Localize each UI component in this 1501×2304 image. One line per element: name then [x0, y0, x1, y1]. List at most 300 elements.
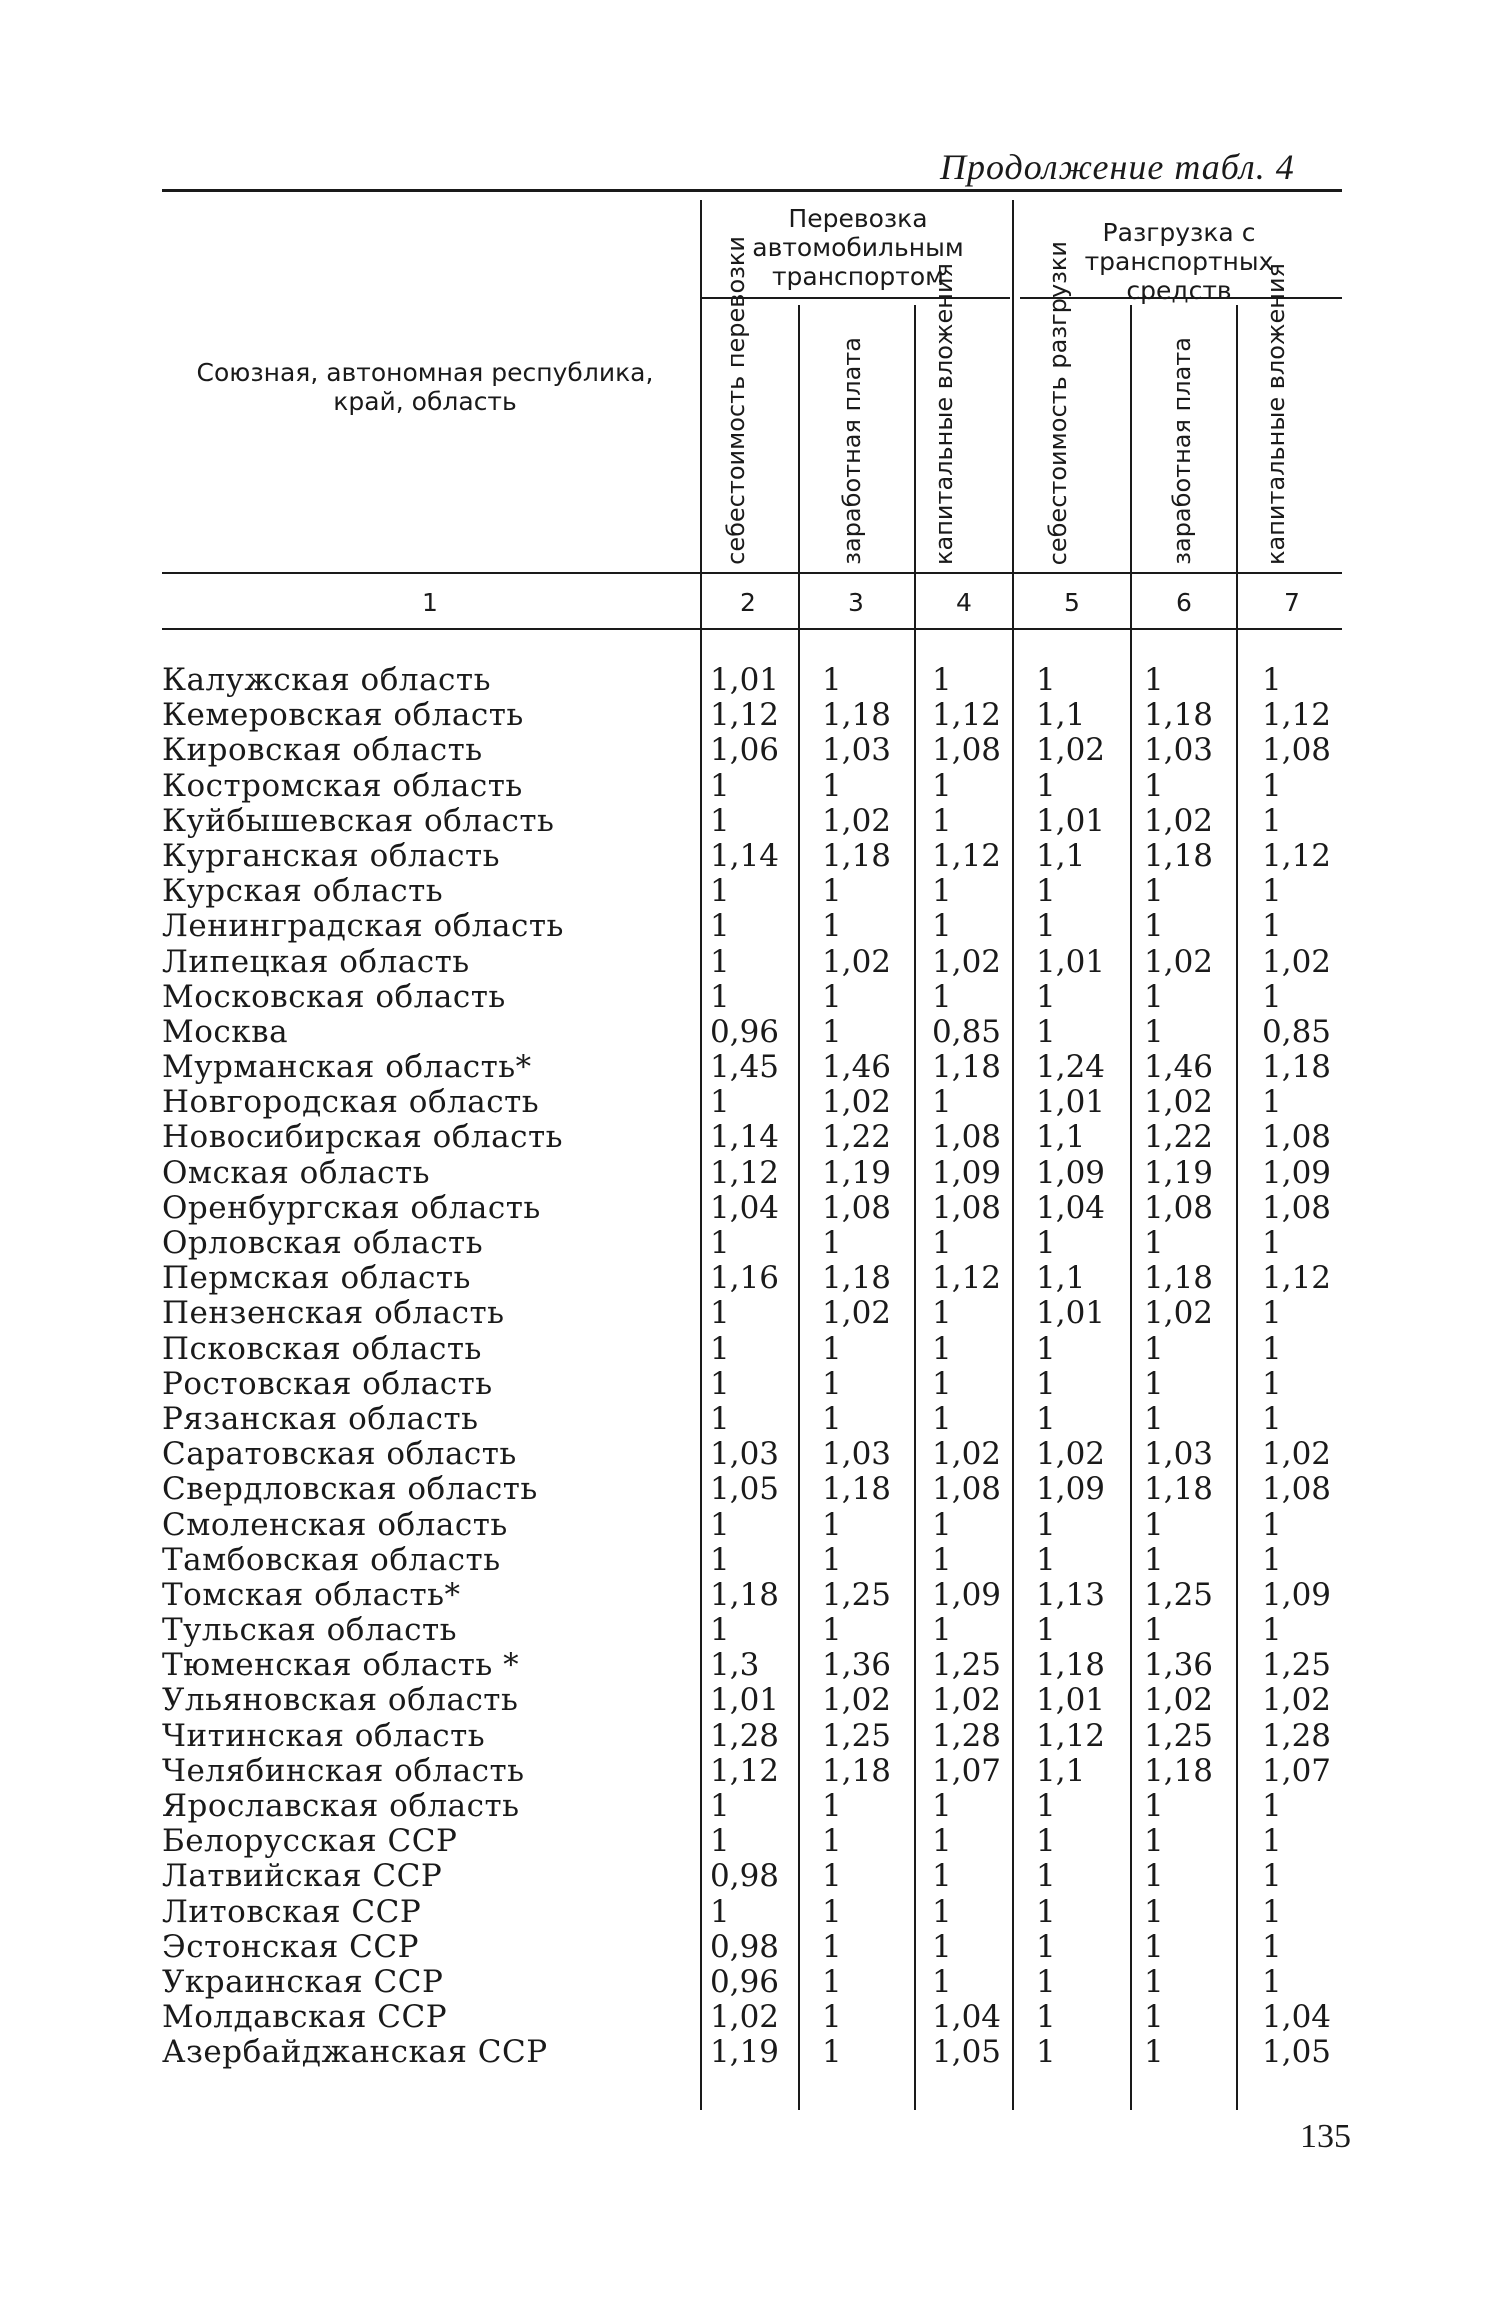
- capital-transport-cell: 1: [932, 1788, 952, 1824]
- region-name: Омская область: [162, 1154, 431, 1191]
- cost-transport-cell: 1: [710, 1225, 730, 1261]
- wages-unloading-cell: 1: [1144, 908, 1164, 945]
- capital-unloading-cell: 1: [1262, 1225, 1282, 1261]
- wages-unloading-cell: 1: [1144, 1963, 1164, 2000]
- table-row: [0, 909, 1501, 944]
- region-name: Молдавская ССР: [162, 1999, 448, 2036]
- wages-unloading-cell: 1,03: [1144, 732, 1214, 769]
- table-row: [0, 874, 1501, 909]
- capital-transport-cell: 1: [932, 1225, 952, 1261]
- cost-transport-cell: 0,98: [710, 1858, 780, 1895]
- wages-unloading-cell: 1,18: [1144, 1260, 1214, 1297]
- region-name: Орловская область: [162, 1225, 484, 1261]
- cost-transport-cell: 1,02: [710, 1999, 780, 2036]
- capital-transport-cell: 1,12: [932, 697, 1002, 734]
- cost-unloading-cell: 1: [1036, 1013, 1056, 1050]
- cost-transport-cell: 1: [710, 1365, 730, 1402]
- capital-transport-cell: 1,12: [932, 1260, 1002, 1297]
- wages-transport-cell: 1,02: [822, 943, 892, 980]
- wages-unloading-cell: 1: [1144, 1365, 1164, 1402]
- column-header-cost-unloading: себестоимость разгрузки: [1044, 240, 1072, 565]
- wages-unloading-cell: 1: [1144, 1541, 1164, 1578]
- cost-unloading-cell: 1,09: [1036, 1154, 1106, 1191]
- region-name: Челябинская область: [162, 1752, 525, 1789]
- cost-transport-cell: 0,98: [710, 1928, 780, 1965]
- wages-unloading-cell: 1,36: [1144, 1647, 1214, 1684]
- capital-transport-cell: 1: [932, 1541, 952, 1578]
- table-row: [0, 1719, 1501, 1754]
- capital-transport-cell: 1,07: [932, 1752, 1002, 1789]
- capital-unloading-cell: 1: [1262, 873, 1282, 910]
- table-row: [0, 1543, 1501, 1578]
- table-row: [0, 1508, 1501, 1543]
- cost-transport-cell: 1: [710, 802, 730, 839]
- wages-transport-cell: 1,25: [822, 1717, 892, 1754]
- capital-transport-cell: 1,02: [932, 1682, 1002, 1719]
- capital-transport-cell: 1,04: [932, 1999, 1002, 2036]
- cost-transport-cell: 1: [710, 1506, 730, 1543]
- wages-unloading-cell: 1,22: [1144, 1119, 1214, 1156]
- cost-unloading-cell: 1: [1036, 1330, 1056, 1367]
- cost-unloading-cell: 1,1: [1036, 1119, 1086, 1156]
- cost-transport-cell: 1: [710, 1400, 730, 1437]
- wages-transport-cell: 1: [822, 1541, 842, 1578]
- region-name: Ростовская область: [162, 1365, 493, 1402]
- table-row: [0, 1156, 1501, 1191]
- cost-transport-cell: 1: [710, 767, 730, 804]
- region-name: Пензенская область: [162, 1295, 505, 1332]
- column-number: 7: [1284, 588, 1300, 617]
- wages-unloading-cell: 1,18: [1144, 1471, 1214, 1508]
- wages-transport-cell: 1: [822, 1999, 842, 2036]
- wages-unloading-cell: 1,03: [1144, 1436, 1214, 1473]
- column-number: 1: [422, 588, 438, 617]
- region-column-header: Союзная, автономная республика, край, область: [196, 358, 654, 416]
- cost-unloading-cell: 1: [1036, 1858, 1056, 1895]
- wages-unloading-cell: 1: [1144, 1225, 1164, 1261]
- capital-unloading-cell: 1: [1262, 908, 1282, 945]
- wages-unloading-cell: 1: [1144, 1612, 1164, 1649]
- wages-transport-cell: 1: [822, 1225, 842, 1261]
- capital-unloading-cell: 1,08: [1262, 1189, 1332, 1226]
- capital-transport-cell: 1: [932, 1612, 952, 1649]
- capital-transport-cell: 1,28: [932, 1717, 1002, 1754]
- region-name: Московская область: [162, 978, 506, 1015]
- capital-unloading-cell: 1,25: [1262, 1647, 1332, 1684]
- region-name: Ульяновская область: [162, 1682, 519, 1719]
- capital-unloading-cell: 1: [1262, 978, 1282, 1015]
- region-name: Новгородская область: [162, 1084, 540, 1121]
- region-name: Псковская область: [162, 1330, 482, 1367]
- cost-unloading-cell: 1: [1036, 2034, 1056, 2071]
- region-name: Белорусская ССР: [162, 1823, 458, 1860]
- capital-unloading-cell: 1,02: [1262, 943, 1332, 980]
- wages-unloading-cell: 1: [1144, 1506, 1164, 1543]
- capital-unloading-cell: 1,05: [1262, 2034, 1332, 2071]
- wages-unloading-cell: 1,02: [1144, 943, 1214, 980]
- wages-transport-cell: 1,18: [822, 697, 892, 734]
- wages-unloading-cell: 1,18: [1144, 837, 1214, 874]
- wages-unloading-cell: 1,19: [1144, 1154, 1214, 1191]
- capital-transport-cell: 1,12: [932, 837, 1002, 874]
- wages-unloading-cell: 1: [1144, 1013, 1164, 1050]
- table-caption: Продолжение табл. 4: [940, 147, 1295, 187]
- capital-transport-cell: 1,25: [932, 1647, 1002, 1684]
- region-name: Литовская ССР: [162, 1893, 422, 1930]
- capital-unloading-cell: 1: [1262, 1506, 1282, 1543]
- capital-unloading-cell: 1,04: [1262, 1999, 1332, 2036]
- region-name: Мурманская область*: [162, 1049, 532, 1086]
- cost-transport-cell: 1,19: [710, 2034, 780, 2071]
- wages-unloading-cell: 1: [1144, 1858, 1164, 1895]
- table-row: [0, 945, 1501, 980]
- capital-unloading-cell: 1,07: [1262, 1752, 1332, 1789]
- region-name: Смоленская область: [162, 1506, 508, 1543]
- table-row: [0, 1050, 1501, 1085]
- capital-transport-cell: 1,08: [932, 1119, 1002, 1156]
- wages-unloading-cell: 1,08: [1144, 1189, 1214, 1226]
- capital-transport-cell: 1: [932, 1823, 952, 1860]
- region-name: Ярославская область: [162, 1788, 520, 1824]
- capital-transport-cell: 0,85: [932, 1013, 1002, 1050]
- capital-unloading-cell: 1,12: [1262, 837, 1332, 874]
- cost-transport-cell: 1,3: [710, 1647, 760, 1684]
- capital-transport-cell: 1: [932, 767, 952, 804]
- cost-transport-cell: 1,12: [710, 1752, 780, 1789]
- capital-unloading-cell: 1: [1262, 1858, 1282, 1895]
- region-name: Москва: [162, 1013, 289, 1050]
- cost-unloading-cell: 1,02: [1036, 732, 1106, 769]
- cost-unloading-cell: 1,02: [1036, 1436, 1106, 1473]
- wages-transport-cell: 1: [822, 1612, 842, 1649]
- region-name: Костромская область: [162, 767, 523, 804]
- capital-unloading-cell: 1: [1262, 1295, 1282, 1332]
- column-header-capital-transport: капитальные вложения: [930, 263, 958, 565]
- capital-transport-cell: 1,09: [932, 1154, 1002, 1191]
- capital-transport-cell: 1: [932, 978, 952, 1015]
- cost-unloading-cell: 1: [1036, 1928, 1056, 1965]
- cost-transport-cell: 1,28: [710, 1717, 780, 1754]
- table-row: [0, 1296, 1501, 1331]
- capital-unloading-cell: 1: [1262, 1084, 1282, 1121]
- table-row: [0, 1859, 1501, 1894]
- column-header-cost-transport: себестоимость перевозки: [722, 236, 750, 565]
- cost-unloading-cell: 1,12: [1036, 1717, 1106, 1754]
- region-name: Оренбургская область: [162, 1189, 541, 1226]
- wages-unloading-cell: 1,46: [1144, 1049, 1214, 1086]
- table-body: [0, 663, 1501, 2071]
- table-row: [0, 1754, 1501, 1789]
- wages-transport-cell: 1: [822, 1365, 842, 1402]
- table-row: [0, 1683, 1501, 1718]
- cost-transport-cell: 1,06: [710, 732, 780, 769]
- cost-unloading-cell: 1: [1036, 1823, 1056, 1860]
- capital-unloading-cell: 1: [1262, 1928, 1282, 1965]
- cost-transport-cell: 1: [710, 1295, 730, 1332]
- table-row: [0, 733, 1501, 768]
- wages-transport-cell: 1,03: [822, 1436, 892, 1473]
- cost-unloading-cell: 1,1: [1036, 837, 1086, 874]
- wages-transport-cell: 1: [822, 767, 842, 804]
- wages-transport-cell: 1,03: [822, 732, 892, 769]
- wages-transport-cell: 1,02: [822, 1084, 892, 1121]
- wages-transport-cell: 1: [822, 1788, 842, 1824]
- capital-unloading-cell: 1,02: [1262, 1436, 1332, 1473]
- capital-transport-cell: 1: [932, 1295, 952, 1332]
- wages-transport-cell: 1: [822, 2034, 842, 2071]
- capital-transport-cell: 1: [932, 1963, 952, 2000]
- cost-transport-cell: 1,12: [710, 697, 780, 734]
- capital-transport-cell: 1,09: [932, 1576, 1002, 1613]
- wages-unloading-cell: 1,18: [1144, 1752, 1214, 1789]
- region-name: Томская область*: [162, 1576, 461, 1613]
- wages-unloading-cell: 1: [1144, 1823, 1164, 1860]
- wages-unloading-cell: 1,02: [1144, 1084, 1214, 1121]
- cost-transport-cell: 1,14: [710, 1119, 780, 1156]
- table-row: [0, 1895, 1501, 1930]
- wages-transport-cell: 1: [822, 978, 842, 1015]
- region-name: Кемеровская область: [162, 697, 524, 734]
- cost-unloading-cell: 1,13: [1036, 1576, 1106, 1613]
- table-row: [0, 1191, 1501, 1226]
- wages-transport-cell: 1,08: [822, 1189, 892, 1226]
- wages-transport-cell: 1,19: [822, 1154, 892, 1191]
- capital-unloading-cell: 1,09: [1262, 1154, 1332, 1191]
- column-header-capital-unloading: капитальные вложения: [1262, 263, 1290, 565]
- capital-unloading-cell: 1,08: [1262, 1471, 1332, 1508]
- cost-transport-cell: 1,14: [710, 837, 780, 874]
- region-name: Курская область: [162, 873, 444, 910]
- capital-transport-cell: 1,02: [932, 1436, 1002, 1473]
- capital-unloading-cell: 1,09: [1262, 1576, 1332, 1613]
- column-number: 4: [956, 588, 972, 617]
- cost-transport-cell: 1,01: [710, 1682, 780, 1719]
- capital-transport-cell: 1,18: [932, 1049, 1002, 1086]
- cost-transport-cell: 1: [710, 1893, 730, 1930]
- region-name: Липецкая область: [162, 943, 470, 980]
- column-header-rule: [162, 572, 1342, 574]
- column-number: 2: [740, 588, 756, 617]
- capital-unloading-cell: 1,08: [1262, 1119, 1332, 1156]
- capital-unloading-cell: 1: [1262, 1330, 1282, 1367]
- cost-unloading-cell: 1,01: [1036, 1295, 1106, 1332]
- wages-transport-cell: 1: [822, 1013, 842, 1050]
- table-row: [0, 1930, 1501, 1965]
- cost-transport-cell: 1: [710, 1823, 730, 1860]
- wages-unloading-cell: 1,02: [1144, 802, 1214, 839]
- wages-transport-cell: 1,18: [822, 1752, 892, 1789]
- capital-transport-cell: 1: [932, 1084, 952, 1121]
- cost-transport-cell: 1: [710, 1084, 730, 1121]
- wages-unloading-cell: 1: [1144, 978, 1164, 1015]
- wages-transport-cell: 1,25: [822, 1576, 892, 1613]
- capital-transport-cell: 1: [932, 1928, 952, 1965]
- region-name: Азербайджанская ССР: [162, 2034, 548, 2071]
- column-header-wages-transport: заработная плата: [838, 337, 866, 565]
- wages-unloading-cell: 1: [1144, 662, 1164, 698]
- wages-transport-cell: 1,22: [822, 1119, 892, 1156]
- cost-unloading-cell: 1: [1036, 1893, 1056, 1930]
- cost-transport-cell: 1,16: [710, 1260, 780, 1297]
- table-row: [0, 1578, 1501, 1613]
- wages-transport-cell: 1,18: [822, 837, 892, 874]
- capital-unloading-cell: 1: [1262, 802, 1282, 839]
- capital-transport-cell: 1: [932, 1400, 952, 1437]
- cost-transport-cell: 1: [710, 1541, 730, 1578]
- table-row: [0, 1648, 1501, 1683]
- page-number: 135: [1300, 2118, 1351, 2155]
- cost-transport-cell: 1,45: [710, 1049, 780, 1086]
- capital-unloading-cell: 1: [1262, 1365, 1282, 1402]
- cost-unloading-cell: 1,1: [1036, 1260, 1086, 1297]
- cost-unloading-cell: 1,24: [1036, 1049, 1106, 1086]
- region-name: Украинская ССР: [162, 1963, 444, 2000]
- wages-unloading-cell: 1: [1144, 1400, 1164, 1437]
- wages-transport-cell: 1,02: [822, 802, 892, 839]
- top-rule: [162, 189, 1342, 192]
- cost-unloading-cell: 1: [1036, 1506, 1056, 1543]
- table-row: [0, 1613, 1501, 1648]
- column-header-wages-unloading: заработная плата: [1168, 337, 1196, 565]
- capital-unloading-cell: 1,12: [1262, 1260, 1332, 1297]
- cost-unloading-cell: 1: [1036, 1541, 1056, 1578]
- capital-unloading-cell: 0,85: [1262, 1013, 1332, 1050]
- region-name: Новосибирская область: [162, 1119, 564, 1156]
- cost-unloading-cell: 1: [1036, 662, 1056, 698]
- region-name: Рязанская область: [162, 1400, 479, 1437]
- cost-unloading-cell: 1,18: [1036, 1647, 1106, 1684]
- wages-transport-cell: 1: [822, 1858, 842, 1895]
- capital-transport-cell: 1: [932, 873, 952, 910]
- table-row: [0, 769, 1501, 804]
- cost-unloading-cell: 1: [1036, 1999, 1056, 2036]
- wages-transport-cell: 1: [822, 908, 842, 945]
- capital-unloading-cell: 1: [1262, 1541, 1282, 1578]
- wages-unloading-cell: 1: [1144, 1928, 1164, 1965]
- capital-unloading-cell: 1,18: [1262, 1049, 1332, 1086]
- table-row: [0, 839, 1501, 874]
- region-name: Курганская область: [162, 837, 500, 874]
- cost-unloading-cell: 1: [1036, 1612, 1056, 1649]
- capital-unloading-cell: 1: [1262, 1788, 1282, 1824]
- cost-unloading-cell: 1,1: [1036, 1752, 1086, 1789]
- cost-transport-cell: 1: [710, 978, 730, 1015]
- region-name: Ленинградская область: [162, 908, 564, 945]
- column-number-rule: [162, 628, 1342, 630]
- cost-unloading-cell: 1,09: [1036, 1471, 1106, 1508]
- region-name: Свердловская область: [162, 1471, 538, 1508]
- capital-unloading-cell: 1,02: [1262, 1682, 1332, 1719]
- capital-transport-cell: 1: [932, 1858, 952, 1895]
- wages-transport-cell: 1: [822, 1506, 842, 1543]
- table-row: [0, 1824, 1501, 1859]
- wages-unloading-cell: 1,25: [1144, 1576, 1214, 1613]
- capital-transport-cell: 1: [932, 802, 952, 839]
- table-row: [0, 1402, 1501, 1437]
- cost-unloading-cell: 1: [1036, 908, 1056, 945]
- cost-unloading-cell: 1: [1036, 1225, 1056, 1261]
- cost-transport-cell: 0,96: [710, 1963, 780, 2000]
- wages-unloading-cell: 1: [1144, 1330, 1164, 1367]
- region-name: Тульская область: [162, 1612, 458, 1649]
- capital-unloading-cell: 1: [1262, 1612, 1282, 1649]
- table-row: [0, 1085, 1501, 1120]
- capital-unloading-cell: 1: [1262, 1823, 1282, 1860]
- cost-transport-cell: 1,05: [710, 1471, 780, 1508]
- wages-unloading-cell: 1: [1144, 1788, 1164, 1824]
- capital-unloading-cell: 1: [1262, 662, 1282, 698]
- column-number: 5: [1064, 588, 1080, 617]
- cost-unloading-cell: 1,01: [1036, 943, 1106, 980]
- capital-transport-cell: 1: [932, 1365, 952, 1402]
- capital-transport-cell: 1,08: [932, 732, 1002, 769]
- group-header-transport: Перевозка автомобильным транспортом: [752, 204, 964, 291]
- wages-transport-cell: 1: [822, 1928, 842, 1965]
- wages-transport-cell: 1: [822, 662, 842, 698]
- capital-transport-cell: 1,08: [932, 1471, 1002, 1508]
- region-name: Латвийская ССР: [162, 1858, 443, 1895]
- table-row: [0, 1226, 1501, 1261]
- wages-transport-cell: 1: [822, 1330, 842, 1367]
- capital-unloading-cell: 1: [1262, 1400, 1282, 1437]
- cost-transport-cell: 1: [710, 943, 730, 980]
- wages-unloading-cell: 1,25: [1144, 1717, 1214, 1754]
- capital-transport-cell: 1,05: [932, 2034, 1002, 2071]
- table-row: [0, 1332, 1501, 1367]
- table-row: [0, 1367, 1501, 1402]
- wages-transport-cell: 1: [822, 1893, 842, 1930]
- cost-unloading-cell: 1,01: [1036, 802, 1106, 839]
- wages-transport-cell: 1,18: [822, 1260, 892, 1297]
- capital-transport-cell: 1,08: [932, 1189, 1002, 1226]
- cost-transport-cell: 0,96: [710, 1013, 780, 1050]
- wages-unloading-cell: 1,02: [1144, 1682, 1214, 1719]
- cost-unloading-cell: 1: [1036, 978, 1056, 1015]
- wages-transport-cell: 1: [822, 873, 842, 910]
- cost-transport-cell: 1,03: [710, 1436, 780, 1473]
- table-row: [0, 1120, 1501, 1155]
- wages-transport-cell: 1,18: [822, 1471, 892, 1508]
- cost-transport-cell: 1: [710, 1330, 730, 1367]
- region-name: Кировская область: [162, 732, 483, 769]
- wages-transport-cell: 1: [822, 1963, 842, 2000]
- column-number: 6: [1176, 588, 1192, 617]
- cost-transport-cell: 1: [710, 873, 730, 910]
- table-row: [0, 1472, 1501, 1507]
- region-name: Тюменская область *: [162, 1647, 520, 1684]
- capital-unloading-cell: 1,28: [1262, 1717, 1332, 1754]
- wages-transport-cell: 1: [822, 1400, 842, 1437]
- table-row: [0, 980, 1501, 1015]
- cost-transport-cell: 1: [710, 1612, 730, 1649]
- cost-unloading-cell: 1: [1036, 1400, 1056, 1437]
- capital-transport-cell: 1: [932, 1330, 952, 1367]
- wages-unloading-cell: 1: [1144, 2034, 1164, 2071]
- wages-unloading-cell: 1: [1144, 767, 1164, 804]
- cost-unloading-cell: 1: [1036, 767, 1056, 804]
- table-row: [0, 698, 1501, 733]
- table-row: [0, 1789, 1501, 1824]
- capital-transport-cell: 1,02: [932, 943, 1002, 980]
- region-name: Эстонская ССР: [162, 1928, 419, 1965]
- region-name: Читинская область: [162, 1717, 486, 1754]
- table-row: [0, 804, 1501, 839]
- cost-unloading-cell: 1: [1036, 1788, 1056, 1824]
- capital-transport-cell: 1: [932, 662, 952, 698]
- capital-transport-cell: 1: [932, 1506, 952, 1543]
- capital-unloading-cell: 1: [1262, 1893, 1282, 1930]
- cost-transport-cell: 1: [710, 908, 730, 945]
